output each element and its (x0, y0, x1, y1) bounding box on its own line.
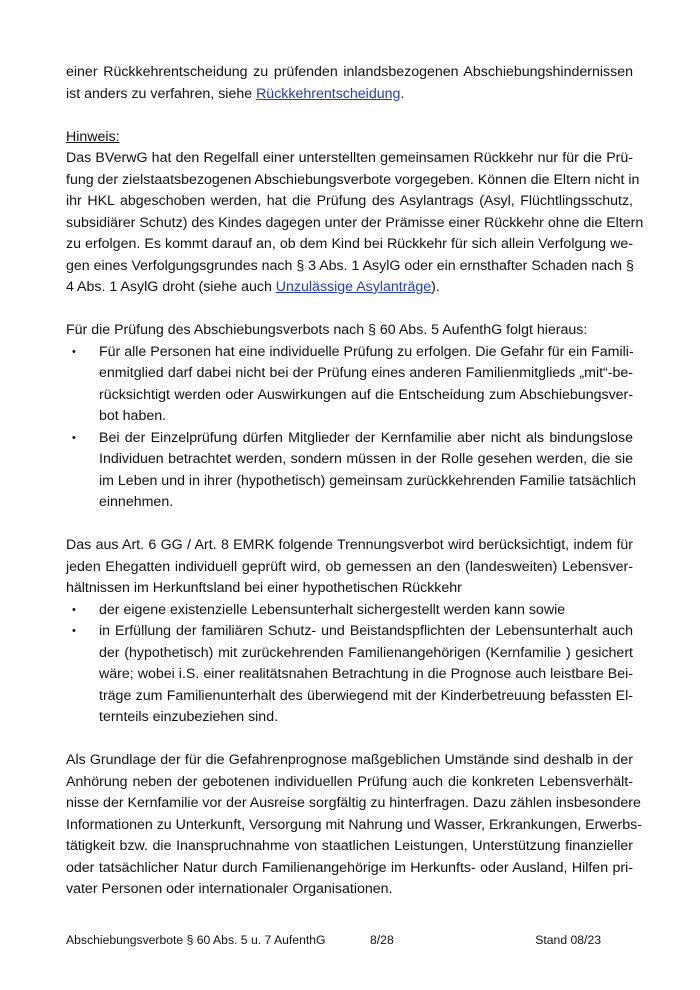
text-line: im Leben und in ihrer (hypothetisch) gemeinsam zurückkehrenden Familie tatsächlich (99, 472, 637, 489)
hinweis-heading: Hinweis: (66, 128, 120, 145)
text-span: 4 Abs. 1 AsylG droht (siehe auch (66, 279, 276, 295)
text-line: Informationen zu Unterkunft, Versorgung mit Nahrung und Wasser, Erkrankungen, Erwerbs- (66, 816, 642, 833)
text-line: Individuen betrachtet werden, sondern müssen in der Rolle gesehen werden, die sie (99, 451, 633, 467)
text-line: einer Rückkehrentscheidung zu prüfenden inlandsbezogenen Abschiebungshindernissen (66, 64, 633, 80)
text-line: enmitglied darf dabei nicht bei der Prüfung eines anderen Familienmitglieds „mit“-be- (99, 365, 633, 381)
text-line: vater Personen oder internationaler Organisationen. (66, 881, 393, 897)
text-line: ternteils einzubeziehen sind. (99, 709, 279, 725)
text-line: oder tatsächlicher Natur durch Familienangehörige im Herkunfts- oder Ausland, Hilfen pri- (66, 859, 633, 876)
text-line (72, 428, 633, 450)
bullet-icon: • (72, 431, 76, 444)
list-item (66, 621, 633, 729)
text-line: subsidiärer Schutz) des Kindes dagegen unter der Prämisse einer Rückkehr ohne die Eltern (66, 214, 644, 231)
text-line: der (hypothetisch) mit zurückehrenden Familienangehörigen (Kernfamilie ) gesichert (99, 644, 633, 661)
text-span: Für alle Personen hat eine individuelle Prüfung zu erfolgen. Die Gefahr für ein Famili- (99, 343, 634, 360)
bullet-icon: • (72, 345, 76, 358)
text-line: zu erfolgen. Es kommt darauf an, ob dem Kind bei Rückkehr für sich allein Verfolgung we- (66, 236, 633, 252)
text-line: Anhörung neben der gebotenen individuellen Prüfung auch die konkreten Lebensverhält- (66, 773, 633, 790)
text-line: hältnissen im Herkunftsland bei einer hypothetischen Rückkehr (66, 580, 462, 596)
text-line: nisse der Kernfamilie vor der Ausreise sorgfältig zu hinterfragen. Dazu zählen insbesondere (66, 795, 641, 811)
bullet-list (66, 600, 633, 729)
text-line: Das BVerwG hat den Regelfall einer unterstellten gemeinsamen Rückkehr nur für die Prü- (66, 150, 633, 166)
text-span: der eigene existenzielle Lebensunterhalt sichergestellt werden kann sowie (99, 601, 566, 618)
text-line (72, 621, 633, 643)
link-unzulaessige-asylantraege[interactable]: Unzulässige Asylanträge (275, 279, 432, 295)
text-line: rücksichtigt werden oder Auswirkungen auf die Entscheidung zum Abschiebungsver- (99, 386, 633, 403)
text-line: ihr HKL abgeschoben werden, hat die Prüfung des Asylantrags (Asyl, Flüchtlingsschutz, (66, 193, 633, 209)
bullet-list (66, 342, 637, 514)
list-item (66, 428, 637, 514)
text-span: Bei der Einzelprüfung dürfen Mitglieder der Kernfamilie aber nicht als bindungslose (99, 429, 633, 446)
text-line: tätigkeit bzw. die Inanspruchnahme von staatlichen Leistungen, Unterstützung finanzieller (66, 838, 633, 854)
bullet-icon: • (72, 625, 76, 637)
text-span: ist anders zu verfahren, siehe (66, 85, 257, 102)
text-line: bot haben. (99, 408, 167, 424)
link-rueckkehrentscheidung[interactable]: Rückkehrentscheidung (256, 85, 401, 102)
document-page (66, 62, 644, 901)
footer-title: Abschiebungsverbote § 60 Abs. 5 u. 7 AufenthG (66, 933, 326, 947)
footer-date: Stand 08/23 (535, 933, 601, 947)
list-item (66, 600, 633, 622)
text-line (66, 84, 633, 106)
list-item (66, 342, 633, 428)
text-line: Das aus Art. 6 GG / Art. 8 EMRK folgende Trennungsverbot wird berücksichtigt, indem für (66, 537, 633, 553)
page-footer (66, 931, 601, 949)
page-number: 8/28 (370, 933, 394, 947)
text-line: träge zum Familienunterhalt des überwiegend mit der Kinderbetreuung befassten El- (99, 687, 633, 704)
text-span: ). (431, 279, 440, 295)
text-line: einnehmen. (99, 494, 174, 510)
text-line: Für die Prüfung des Abschiebungsverbots nach § 60 Abs. 5 AufenthG folgt hieraus: (66, 322, 588, 338)
text-line (72, 342, 634, 364)
text-span: in Erfüllung der familiären Schutz- und Beistandspflichten der Lebensunterhalt auch (99, 623, 633, 639)
text-line: jeden Ehegatten individuell geprüft wird, ob gemessen an den (landesweiten) Lebensver- (66, 558, 633, 575)
text-span: . (400, 85, 405, 102)
text-line: fung der zielstaatsbezogenen Abschiebungsverbote vorgegeben. Können die Eltern nicht in (66, 171, 640, 188)
text-line (72, 600, 633, 622)
text-line: Als Grundlage der für die Gefahrenprognose maßgeblichen Umstände sind deshalb in der (66, 752, 633, 768)
text-line (66, 277, 633, 299)
bullet-icon: • (72, 603, 76, 616)
text-line: gen eines Verfolgungsgrundes nach § 3 Abs. 1 AsylG oder ein ernsthafter Schaden nach § (66, 257, 634, 274)
text-line: wäre; wobei i.S. einer realitätsnahen Betrachtung in die Prognose auch leistbare Bei- (99, 666, 633, 682)
